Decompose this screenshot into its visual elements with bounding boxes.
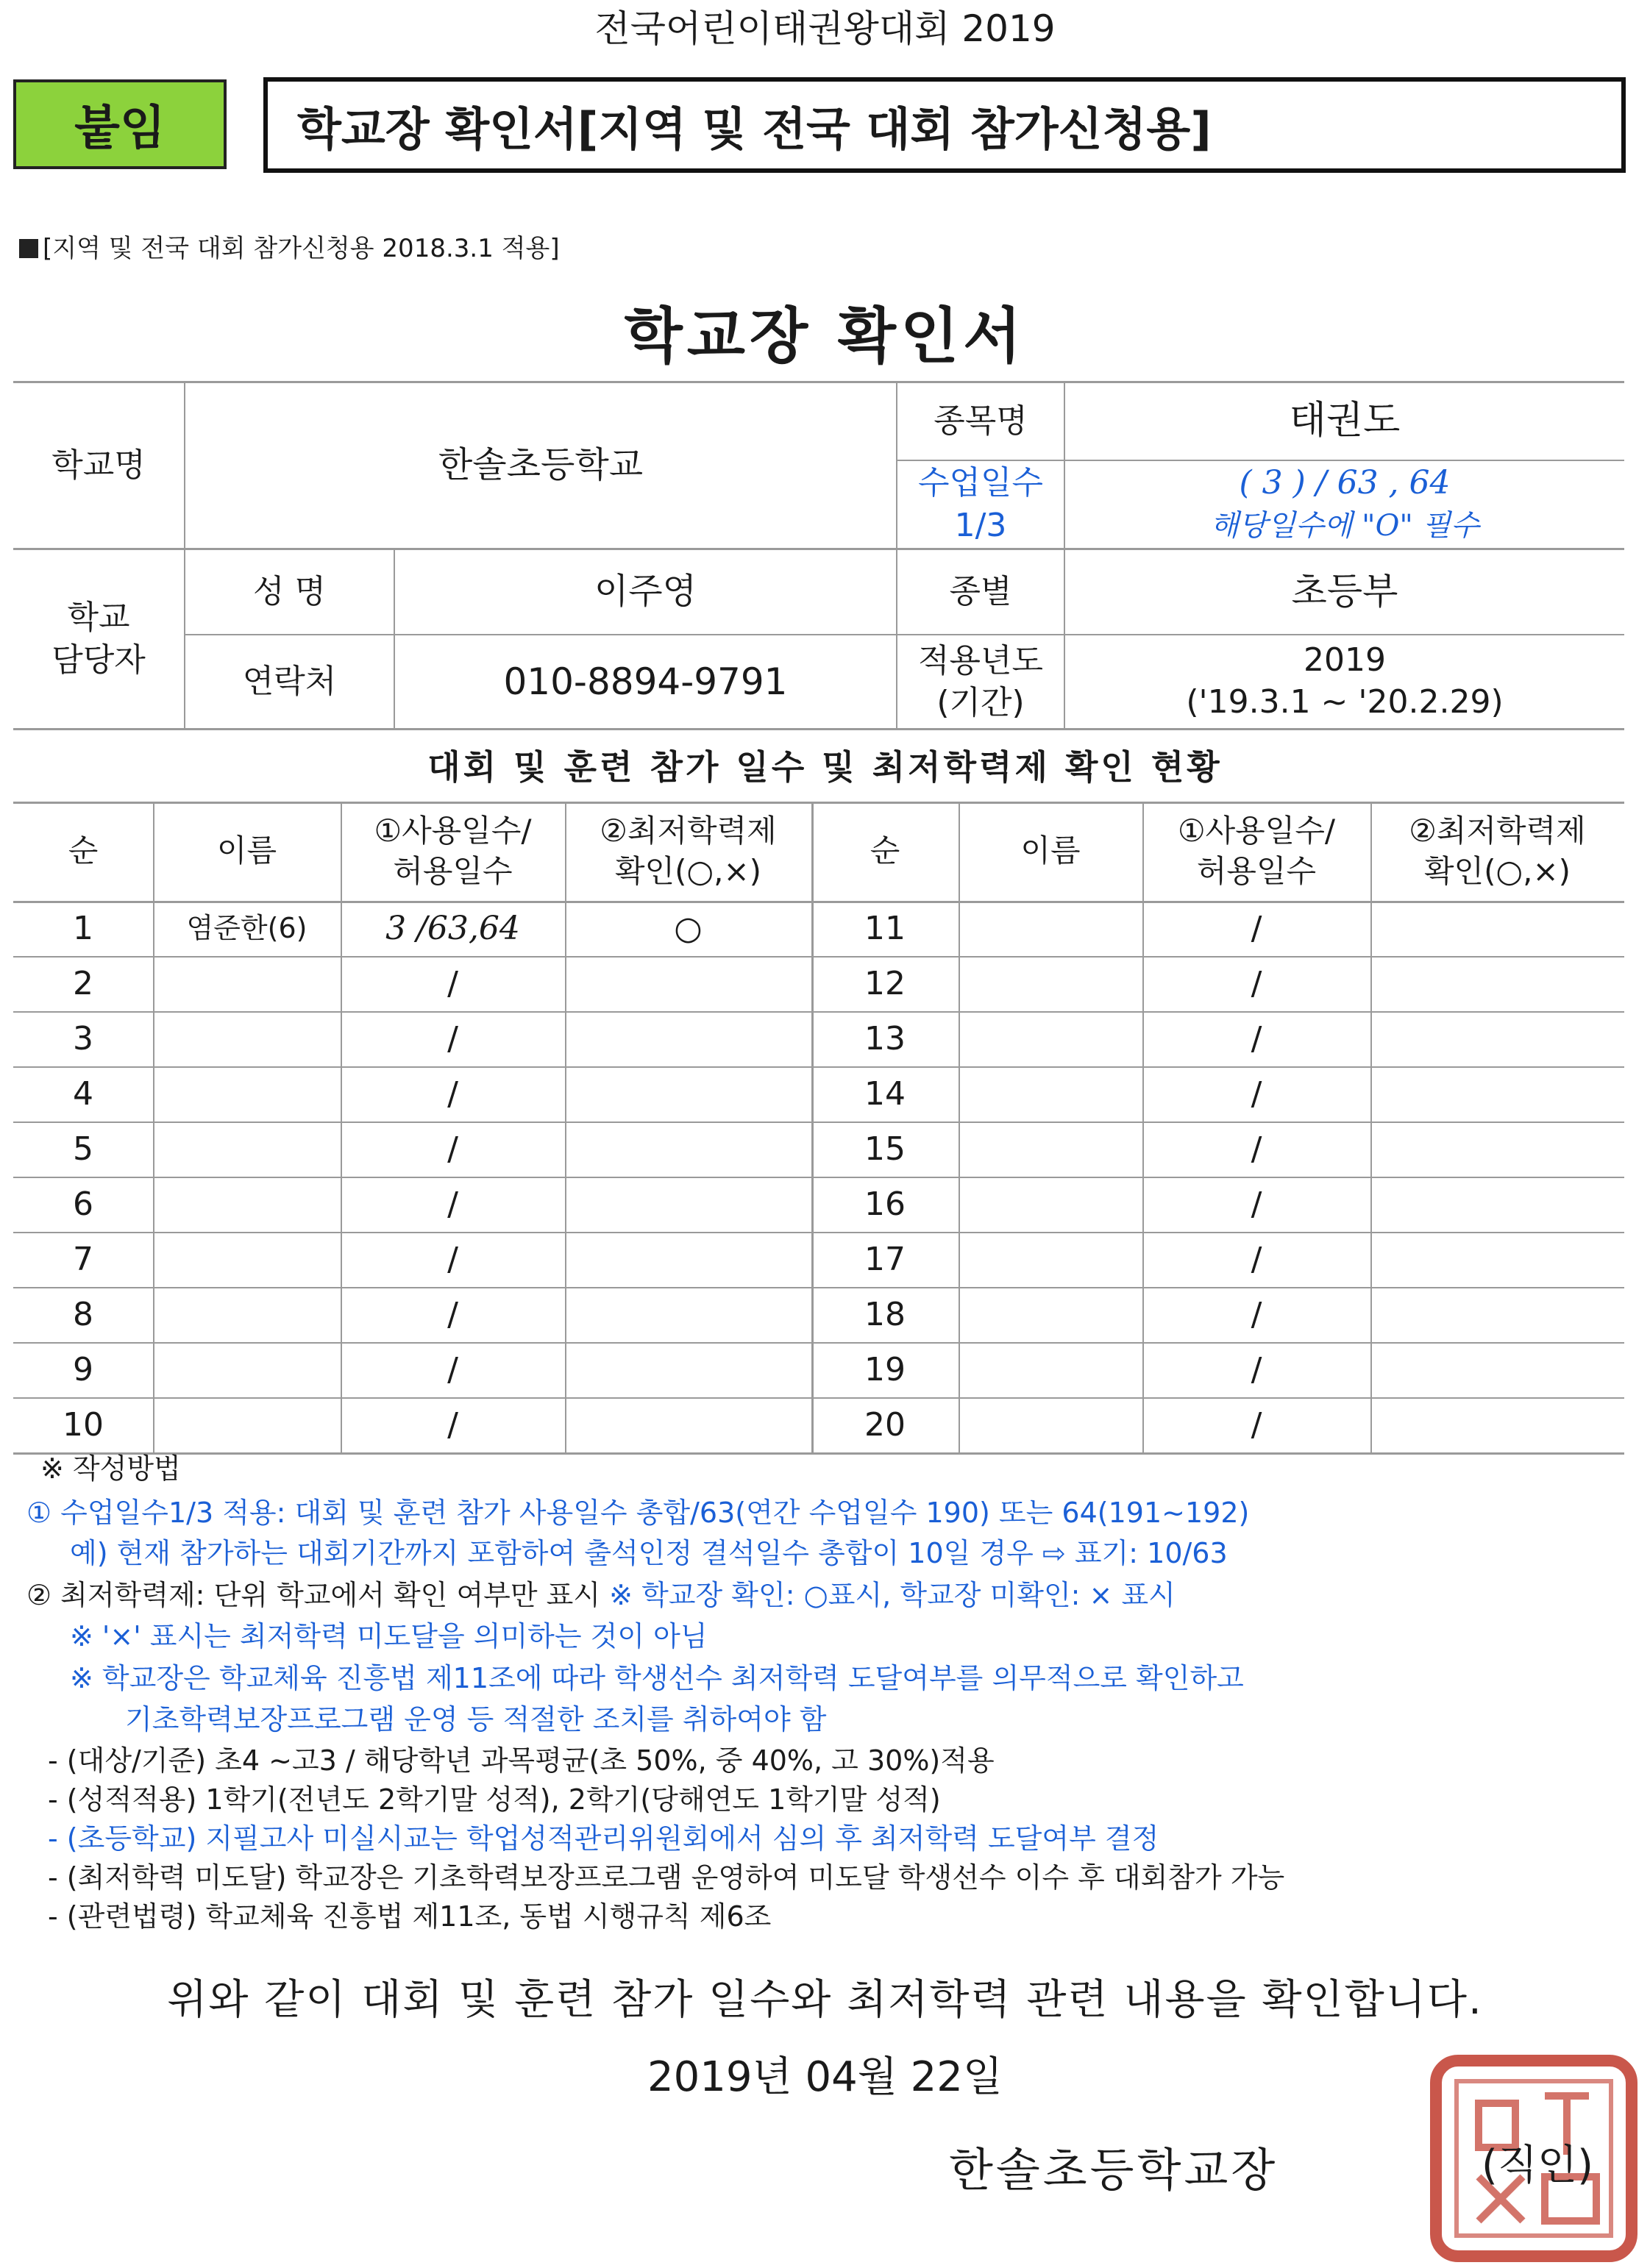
table-cell-no: 17 [864, 1240, 906, 1278]
table-cell-no: 20 [864, 1405, 906, 1444]
table-cell-name [153, 1177, 341, 1232]
table-cell-check [565, 956, 811, 1011]
table-cell-no: 5 [73, 1130, 93, 1168]
table-cell-no: 18 [864, 1295, 906, 1333]
table-cell-days: / [1251, 1019, 1262, 1058]
table-cell-no: 4 [73, 1074, 93, 1113]
table-cell-days: / [1251, 1074, 1262, 1113]
event-label: 종목명 [934, 402, 1028, 440]
table-cell-name [959, 1287, 1142, 1342]
table-cell-days: / [447, 1130, 458, 1168]
form-title-box: 학교장 확인서[지역 및 전국 대회 참가신청용] [263, 77, 1626, 173]
table-cell-check [1370, 1011, 1624, 1066]
table-cell-name [959, 1066, 1142, 1121]
table-cell-name [153, 1232, 341, 1287]
table-cell-days: / [447, 1350, 458, 1388]
table-cell-days: / [1251, 909, 1262, 947]
table-cell-check [1370, 901, 1624, 956]
form-subtitle [19, 228, 560, 264]
divider [13, 1452, 1624, 1455]
table-header-academic: ②최저학력제 확인(○,×) [600, 812, 777, 889]
guide-note-2a-black: ② 최저학력제: 단위 학교에서 확인 여부만 표시 [26, 1579, 610, 1611]
table-header-name: 이름 [1020, 832, 1081, 869]
guide-detail-4: - (최저학력 미도달) 학교장은 기초학력보장프로그램 운영하여 미도달 학생선수 이수 후 대회참가 가능 [48, 1861, 1285, 1894]
table-cell-check [1370, 1121, 1624, 1177]
document-header-title: 전국어린이태권왕대회 2019 [594, 7, 1056, 50]
table-cell-no: 2 [73, 964, 93, 1002]
class-days-fraction: 1/3 [954, 507, 1007, 545]
table-cell-name [153, 1397, 341, 1452]
subtitle-text: [지역 및 전국 대회 참가신청용 2018.3.1 적용] [43, 234, 560, 263]
guide-note-2d: 기초학력보장프로그램 운영 등 적절한 조치를 취하여야 함 [125, 1703, 827, 1736]
table-cell-name [959, 1232, 1142, 1287]
table-cell-check [565, 1232, 811, 1287]
school-name: 한솔초등학교 [438, 444, 644, 486]
year-value: 2019 [1304, 641, 1386, 679]
class-days-label: 수업일수 [917, 464, 1043, 502]
table-cell-name [959, 1121, 1142, 1177]
event-name: 태권도 [1289, 398, 1401, 443]
table-cell-check [1370, 1342, 1624, 1397]
status-heading: 대회 및 훈련 참가 일수 및 최저학력제 확인 현황 [427, 747, 1223, 787]
closing-statement: 위와 같이 대회 및 훈련 참가 일수와 최저학력 관련 내용을 확인합니다. [167, 1976, 1483, 2024]
main-title: 학교장 확인서 [624, 301, 1026, 371]
year-period: ('19.3.1 ~ '20.2.29) [1186, 683, 1504, 721]
guide-detail-1: - (대상/기준) 초4 ~고3 / 해당학년 과목평균(초 50%, 중 40%, 고 30%)적용 [48, 1744, 995, 1777]
table-cell-days: / [447, 1074, 458, 1113]
table-header-academic: ②최저학력제 확인(○,×) [1409, 812, 1586, 889]
table-cell-days: / [1251, 1240, 1262, 1278]
guide-detail-5: - (관련법령) 학교체육 진흥법 제11조, 동법 시행규칙 제6조 [48, 1900, 772, 1933]
table-cell-check [565, 1177, 811, 1232]
table-cell-name: 염준한(6) [186, 911, 307, 944]
table-cell-no: 3 [73, 1019, 93, 1058]
school-label: 학교명 [51, 446, 146, 484]
table-cell-no: 19 [864, 1350, 906, 1388]
table-cell-no: 6 [73, 1185, 93, 1223]
table-cell-name [959, 901, 1142, 956]
table-cell-check [1370, 956, 1624, 1011]
table-cell-days: / [447, 1295, 458, 1333]
category-value: 초등부 [1291, 570, 1398, 613]
guide-note-2c: ※ 학교장은 학교체육 진흥법 제11조에 따라 학생선수 최저학력 도달여부를 의무적으로 확인하고 [70, 1662, 1244, 1694]
table-cell-name [959, 1342, 1142, 1397]
table-cell-no: 11 [864, 909, 906, 947]
table-cell-name [959, 1177, 1142, 1232]
table-cell-name [153, 1342, 341, 1397]
table-cell-days: / [1251, 1130, 1262, 1168]
table-cell-name [959, 956, 1142, 1011]
table-header-days: ①사용일수/ 허용일수 [1177, 812, 1336, 889]
table-cell-check [1370, 1066, 1624, 1121]
table-cell-name [959, 1011, 1142, 1066]
table-cell-days: / [447, 1019, 458, 1058]
table-cell-name [153, 956, 341, 1011]
table-header-no: 순 [68, 832, 99, 869]
year-label: 적용년도 (기간) [917, 641, 1043, 721]
table-cell-no: 12 [864, 964, 906, 1002]
table-cell-check [1370, 1232, 1624, 1287]
table-cell-no: 7 [73, 1240, 93, 1278]
name-label: 성 명 [253, 572, 326, 610]
table-cell-check [565, 1342, 811, 1397]
table-cell-check [565, 1397, 811, 1452]
table-cell-days: / [447, 1185, 458, 1223]
table-cell-check [1370, 1177, 1624, 1232]
table-cell-no: 8 [73, 1295, 93, 1333]
table-cell-days: / [447, 1240, 458, 1278]
table-cell-name [153, 1121, 341, 1177]
table-cell-check [1370, 1287, 1624, 1342]
divider [13, 728, 1624, 730]
table-cell-check [565, 1011, 811, 1066]
table-cell-days: / [447, 1405, 458, 1444]
table-cell-days: / [1251, 964, 1262, 1002]
table-cell-check [565, 1121, 811, 1177]
table-cell-no: 16 [864, 1185, 906, 1223]
table-cell-check [565, 1066, 811, 1121]
guide-note-1b: 예) 현재 참가하는 대회기간까지 포함하여 출석인정 결석일수 총합이 10일 경우 ⇨ 표기: 10/63 [70, 1537, 1228, 1569]
guide-detail-3: - (초등학교) 지필고사 미실시교는 학업성적관리위원회에서 심의 후 최저학력 도달여부 결정 [48, 1822, 1159, 1855]
table-header-name: 이름 [216, 832, 277, 869]
guide-note-2a-blue: ※ 학교장 확인: ○표시, 학교장 미확인: × 표시 [609, 1579, 1176, 1611]
table-header-no: 순 [870, 832, 900, 869]
contact-label: 연락처 [242, 663, 337, 701]
table-cell-no: 13 [864, 1019, 906, 1058]
guide-heading: ※ 작성방법 [40, 1452, 181, 1485]
principal-signature: 한솔초등학교장 [949, 2142, 1279, 2197]
table-cell-days: / [1251, 1350, 1262, 1388]
staff-label: 학교 담당자 [51, 599, 146, 679]
table-cell-no: 1 [73, 909, 93, 947]
table-cell-name [959, 1397, 1142, 1452]
table-cell-days: / [1251, 1295, 1262, 1333]
guide-note-2a [26, 1579, 1176, 1613]
table-cell-no: 15 [864, 1130, 906, 1168]
guide-note-2b: ※ '×' 표시는 최저학력 미도달을 의미하는 것이 아님 [70, 1620, 708, 1652]
table-cell-check: ○ [674, 909, 703, 947]
table-cell-name [153, 1011, 341, 1066]
table-cell-days: / [447, 964, 458, 1002]
table-cell-name [153, 1287, 341, 1342]
square-bullet-icon [19, 239, 38, 258]
contact-value: 010-8894-9791 [503, 660, 788, 703]
table-cell-days: / [1251, 1185, 1262, 1223]
signature-date: 2019년 04월 22일 [647, 2053, 1003, 2101]
table-cell-check [1370, 1397, 1624, 1452]
attachment-badge: 붙임 [13, 79, 227, 169]
class-days-value: ( 3 ) / 63 , 64 [1239, 464, 1451, 502]
table-cell-no: 9 [73, 1350, 93, 1388]
table-cell-check [565, 1287, 811, 1342]
class-days-note: 해당일수에 "O" 필수 [1210, 509, 1479, 543]
table-header-days: ①사용일수/ 허용일수 [374, 812, 532, 889]
seal-label: (직인) [1482, 2142, 1593, 2189]
table-cell-days: / [1251, 1405, 1262, 1444]
table-cell-name [153, 1066, 341, 1121]
table-cell-no: 10 [63, 1405, 104, 1444]
guide-detail-2: - (성적적용) 1학기(전년도 2학기말 성적), 2학기(당해연도 1학기말 성적) [48, 1783, 941, 1816]
guide-note-1a: ① 수업일수1/3 적용: 대회 및 훈련 참가 사용일수 총합/63(연간 수업일수 190) 또는 64(191~192) [26, 1497, 1250, 1529]
table-cell-no: 14 [864, 1074, 906, 1113]
table-cell-days: 3 /63,64 [385, 909, 520, 947]
staff-name: 이주영 [594, 571, 697, 613]
category-label: 종별 [949, 572, 1012, 610]
